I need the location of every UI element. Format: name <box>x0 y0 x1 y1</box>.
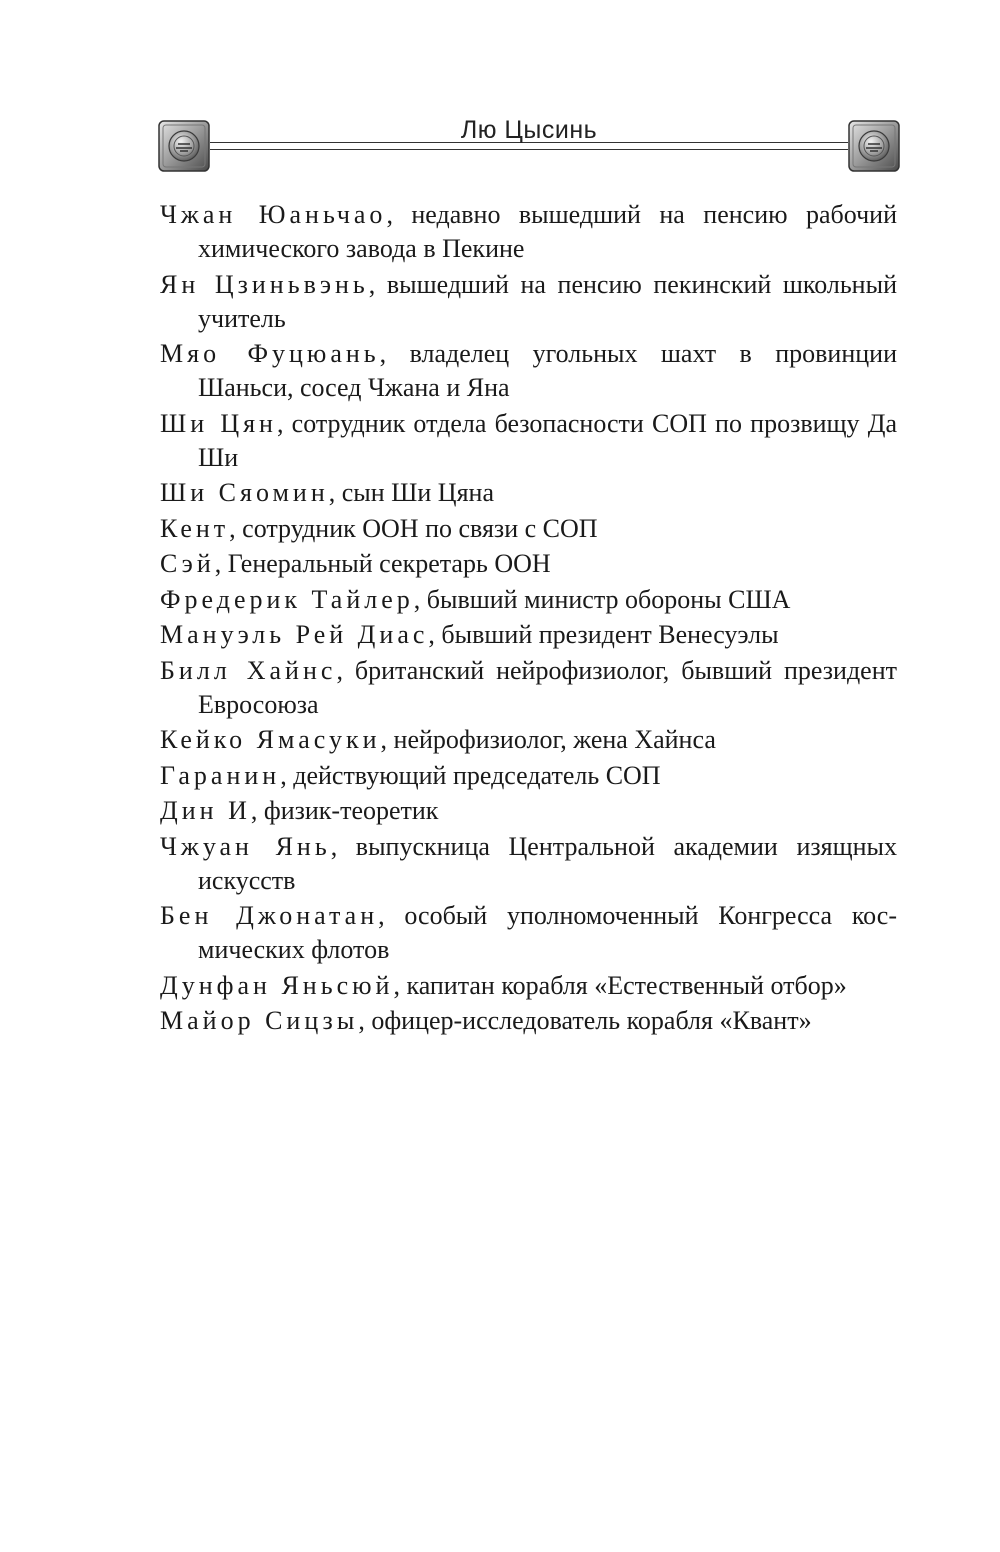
character-entry <box>160 337 897 405</box>
character-description: , бывший министр обороны США <box>413 584 791 614</box>
character-name: Ян Цзиньвэнь <box>160 269 369 299</box>
character-entry <box>160 583 897 617</box>
character-description: , офицер-исследователь корабля «Квант» <box>358 1006 812 1035</box>
character-entry <box>160 512 897 546</box>
character-description: , недавно вышедший на пенсию рабочий химического завода в Пекине <box>198 200 897 263</box>
character-entry <box>160 407 897 475</box>
character-name: Ши Сяомин <box>160 478 329 507</box>
character-entry <box>160 654 897 722</box>
character-entry <box>160 723 897 757</box>
character-entry <box>160 794 897 828</box>
character-entry <box>160 547 897 581</box>
emblem-plate-icon <box>848 120 900 172</box>
character-name: Чжуан Янь <box>160 831 331 861</box>
character-entry <box>160 969 897 1003</box>
character-description: , капитан корабля «Естественный отбор» <box>393 970 847 1000</box>
character-description: , нейрофизиолог, жена Хайнса <box>380 725 716 754</box>
character-entry <box>160 830 897 898</box>
character-description: , Генеральный секретарь ООН <box>214 549 551 578</box>
character-description: , действующий председатель СОП <box>280 760 661 790</box>
character-description: , особый уполномоченный Конгресса космических флотов <box>198 901 897 964</box>
character-name: Сэй <box>160 549 215 578</box>
character-name: Ши Цян <box>160 408 277 438</box>
character-name: Кейко Ямасуки <box>160 725 381 754</box>
character-description: , британский нейрофизиолог, бывший президент Евросоюза <box>198 655 898 719</box>
character-entry <box>160 198 897 266</box>
character-entry <box>160 1004 897 1038</box>
character-entry <box>160 899 897 967</box>
character-entry <box>160 268 897 336</box>
character-name: Дунфан Яньсюй <box>160 970 394 1000</box>
character-name: Фредерик Тайлер <box>160 584 414 614</box>
character-description: , сотрудник ООН по связи с СОП <box>229 513 598 543</box>
character-name: Бен Джонатан <box>160 901 379 930</box>
character-name: Билл Хайнс <box>160 655 337 685</box>
character-name: Мяо Фуцюань <box>160 339 380 368</box>
character-description: , сын Ши Цяна <box>328 478 494 507</box>
character-description: , физик-теоретик <box>250 796 439 825</box>
character-entry <box>160 759 897 793</box>
character-name: Мануэль Рей Диас <box>160 620 429 649</box>
character-name: Майор Сицзы <box>160 1006 359 1035</box>
character-name: Дин И <box>160 796 251 825</box>
character-name: Гаранин <box>160 760 281 790</box>
running-title: Лю Цысинь <box>460 116 598 144</box>
running-header <box>158 110 900 176</box>
character-name: Чжан Юаньчао <box>160 200 387 229</box>
character-list <box>160 198 897 1040</box>
character-name: Кент <box>160 513 230 543</box>
character-entry <box>160 476 897 510</box>
character-entry <box>160 618 897 652</box>
character-description: , бывший президент Венесуэлы <box>428 620 779 649</box>
character-description: , выпускница Центральной академии изящных искусств <box>198 831 897 895</box>
character-description: , вышедший на пенсию пекинский школьный учитель <box>198 269 897 333</box>
character-description: , владелец угольных шахт в провинции Шаньси, сосед Чжана и Яна <box>198 339 897 402</box>
character-description: , сотрудник отдела безопасности СОП по прозвищу Да Ши <box>198 408 897 472</box>
